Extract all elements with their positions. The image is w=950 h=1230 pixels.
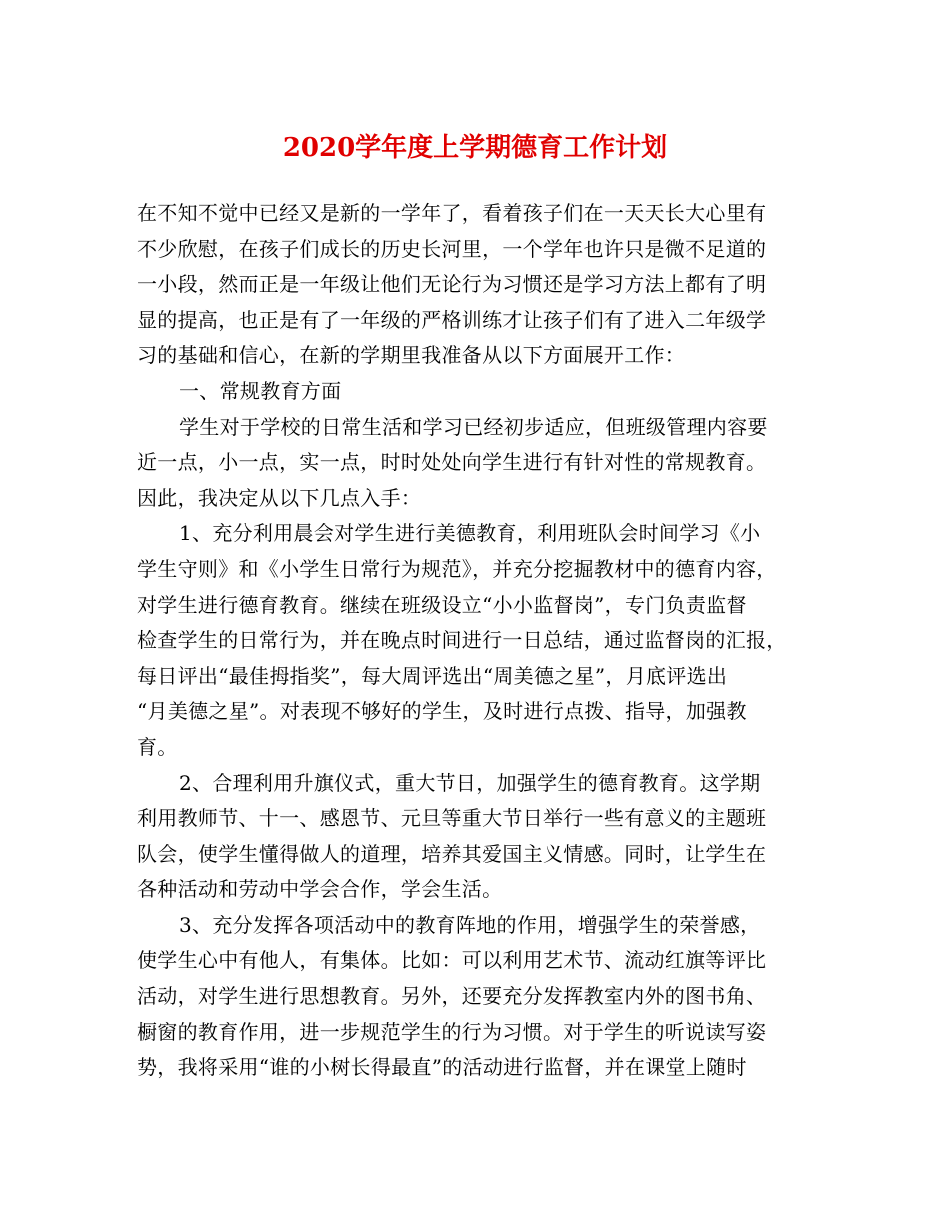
text-line: 在不知不觉中已经又是新的一学年了，看着孩子们在一天天长大心里有	[137, 201, 767, 225]
text-line: 对学生进行德育教育。继续在班级设立“小小监督岗”，专门负责监督	[137, 592, 747, 617]
text-line: 一小段，然而正是一年级让他们无论行为习惯还是学习方法上都有了明	[137, 272, 767, 297]
text-line: 育。	[137, 734, 178, 759]
text-line: 每日评出“最佳拇指奖”，每大周评选出“周美德之星”，月底评选出	[137, 663, 728, 688]
text-line: 学生对于学校的日常生活和学习已经初步适应，但班级管理内容要	[179, 414, 768, 439]
text-line: 2、合理利用升旗仪式，重大节日，加强学生的德育教育。这学期	[179, 770, 761, 795]
text-line: 各种活动和劳动中学会合作，学会生活。	[137, 877, 503, 902]
text-line: 不少欣慰，在孩子们成长的历史长河里，一个学年也许只是微不足道的	[137, 236, 767, 261]
text-line: 近一点，小一点，实一点，时时处处向学生进行有针对性的常规教育。	[137, 450, 767, 475]
text-line: 显的提高，也正是有了一年级的严格训练才让孩子们有了进入二年级学	[137, 307, 767, 332]
document-title: 2020学年度上学期德育工作计划	[282, 133, 668, 163]
text-line: 橱窗的教育作用，进一步规范学生的行为习惯。对于学生的听说读写姿	[137, 1019, 767, 1044]
document-body	[137, 196, 827, 1086]
text-line: 3、充分发挥各项活动中的教育阵地的作用，增强学生的荣誉感，	[179, 912, 761, 937]
text-line: 队会，使学生懂得做人的道理，培养其爱国主义情感。同时，让学生在	[137, 841, 767, 866]
text-line: 习的基础和信心，在新的学期里我准备从以下方面展开工作：	[137, 343, 686, 368]
text-line: 学生守则》和《小学生日常行为规范》，并充分挖掘教材中的德育内容，	[137, 556, 777, 581]
text-line: 检查学生的日常行为，并在晚点时间进行一日总结，通过监督岗的汇报，	[137, 628, 787, 653]
text-line: 利用教师节、十一、感恩节、元旦等重大节日举行一些有意义的主题班	[137, 806, 767, 831]
text-line: 1、充分利用晨会对学生进行美德教育，利用班队会时间学习《小	[179, 521, 761, 546]
text-line: 势，我将采用“谁的小树长得最直”的活动进行监督，并在课堂上随时	[137, 1055, 747, 1080]
text-line: 使学生心中有他人，有集体。比如：可以利用艺术节、流动红旗等评比	[137, 948, 767, 973]
text-line: 因此，我决定从以下几点入手：	[137, 485, 422, 510]
text-line: 一、常规教育方面	[179, 378, 342, 403]
text-line: “月美德之星”。对表现不够好的学生，及时进行点拨、指导，加强教	[137, 699, 747, 724]
text-line: 活动，对学生进行思想教育。另外，还要充分发挥教室内外的图书角、	[137, 984, 767, 1009]
